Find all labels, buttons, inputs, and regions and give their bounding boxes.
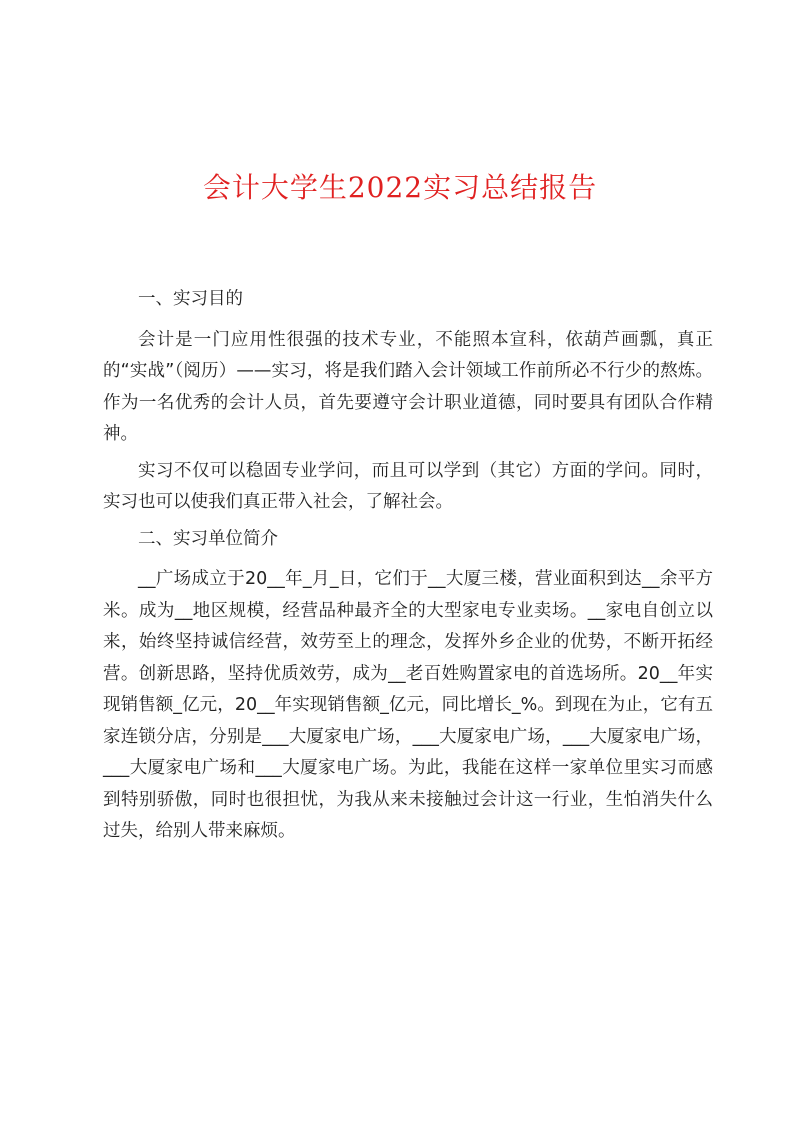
- section-heading-purpose: 一、实习目的: [138, 289, 243, 309]
- document-body: [103, 284, 713, 853]
- paragraph-company-1: __广场成立于20__年_月_日，它们于__大厦三楼，营业面积到达__余平方米。成为__地区规模，经营品种最齐全的大型家电专业卖场。__家电自创立以来，始终坚持诚信经营，效劳至上的理念，发挥外乡企业的优势，不断开拓经营。创新思路，坚持优质效劳，成为__老百姓购置家电的首选场所。20__年实现销售额_亿元，20__年实现销售额_亿元，同比增长_%。到现在为止，它有五家连锁分店，分别是___大厦家电广场，___大厦家电广场，___大厦家电广场，___大厦家电广场和___大厦家电广场。为此，我能在这样一家单位里实习而感到特别骄傲，同时也很担忧，为我从来未接触过会计这一行业，生怕消失什么过失，给别人带来麻烦。: [103, 569, 713, 841]
- paragraph-purpose-2: 实习不仅可以稳固专业学问，而且可以学到（其它）方面的学问。同时，实习也可以使我们真正带入社会，了解社会。: [103, 460, 713, 512]
- section-heading-company: 二、实习单位简介: [138, 528, 278, 549]
- document-title: 会计大学生2022实习总结报告: [202, 171, 598, 204]
- paragraph-purpose-1: 会计是一门应用性很强的技术专业，不能照本宣科，依葫芦画瓢，真正的“实战”（阅历）——实习，将是我们踏入会计领域工作前所必不行少的熬炼。作为一名优秀的会计人员，首先要遵守会计职业道德，同时要具有团队合作精神。: [103, 329, 713, 444]
